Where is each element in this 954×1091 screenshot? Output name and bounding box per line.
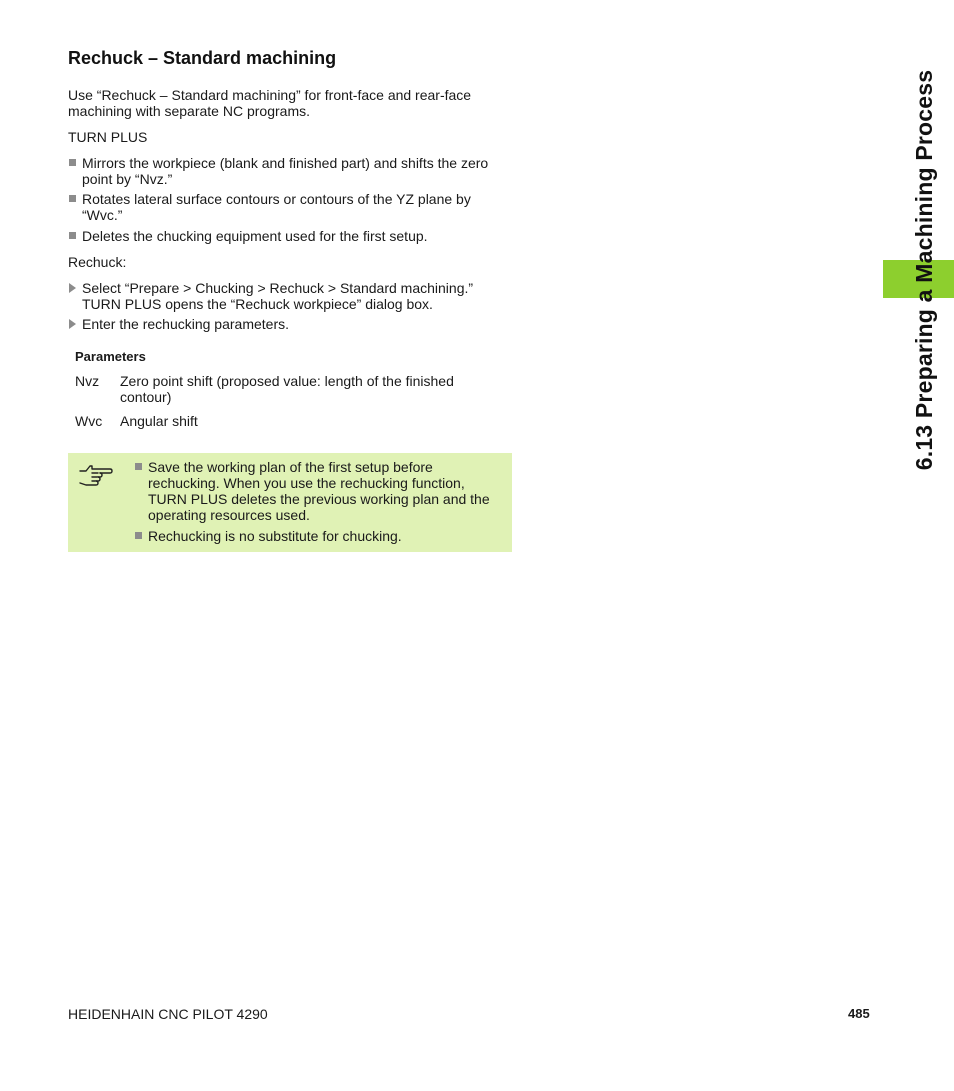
rechuck-label: Rechuck: [68, 254, 127, 270]
intro-text: Use “Rechuck – Standard machining” for front-face and rear-face machining with separate NC programs. [68, 87, 472, 119]
step-item [68, 280, 498, 312]
footer-manual-name: HEIDENHAIN CNC PILOT 4290 [68, 1006, 268, 1022]
chapter-title-text: 6.13 Preparing a Machining Process [911, 69, 937, 471]
parameters-heading: Parameters [75, 349, 146, 364]
list-item-text: Mirrors the workpiece (blank and finished part) and shifts the zero point by “Nvz.” [82, 155, 489, 187]
list-item [68, 155, 508, 187]
page-number: 485 [848, 1006, 870, 1021]
section-title: Rechuck – Standard machining [68, 48, 337, 68]
step-text: Enter the rechucking parameters. [82, 316, 289, 332]
list-item [68, 191, 508, 223]
parameter-description: Zero point shift (proposed value: length of the finished contour) [120, 373, 454, 405]
square-bullet-icon [69, 232, 76, 239]
list-item [68, 228, 508, 244]
list-item-text: Rotates lateral surface contours or contours of the YZ plane by “Wvc.” [82, 191, 471, 223]
parameter-name: Wvc [75, 413, 103, 429]
square-bullet-icon [135, 532, 142, 539]
square-bullet-icon [69, 159, 76, 166]
note-item-text: Rechucking is no substitute for chucking. [148, 528, 402, 544]
step-item [68, 316, 508, 332]
turn-plus-label: TURN PLUS [68, 129, 148, 145]
note-item [134, 528, 502, 544]
square-bullet-icon [69, 195, 76, 202]
arrow-bullet-icon [69, 283, 76, 293]
parameter-description: Angular shift [120, 413, 198, 429]
arrow-bullet-icon [69, 319, 76, 329]
list-item-text: Deletes the chucking equipment used for the first setup. [82, 228, 428, 244]
square-bullet-icon [135, 463, 142, 470]
parameter-name: Nvz [75, 373, 100, 389]
note-box [68, 453, 512, 552]
note-item [134, 459, 502, 523]
note-item-text: Save the working plan of the first setup before rechucking. When you use the rechucking function, TURN PLUS deletes the previous working plan and the operating resources used. [148, 459, 490, 523]
step-text: Select “Prepare > Chucking > Rechuck > Standard machining.” TURN PLUS opens the “Rechuck workpiece” dialog box. [82, 280, 474, 312]
pointing-hand-icon [78, 461, 114, 487]
